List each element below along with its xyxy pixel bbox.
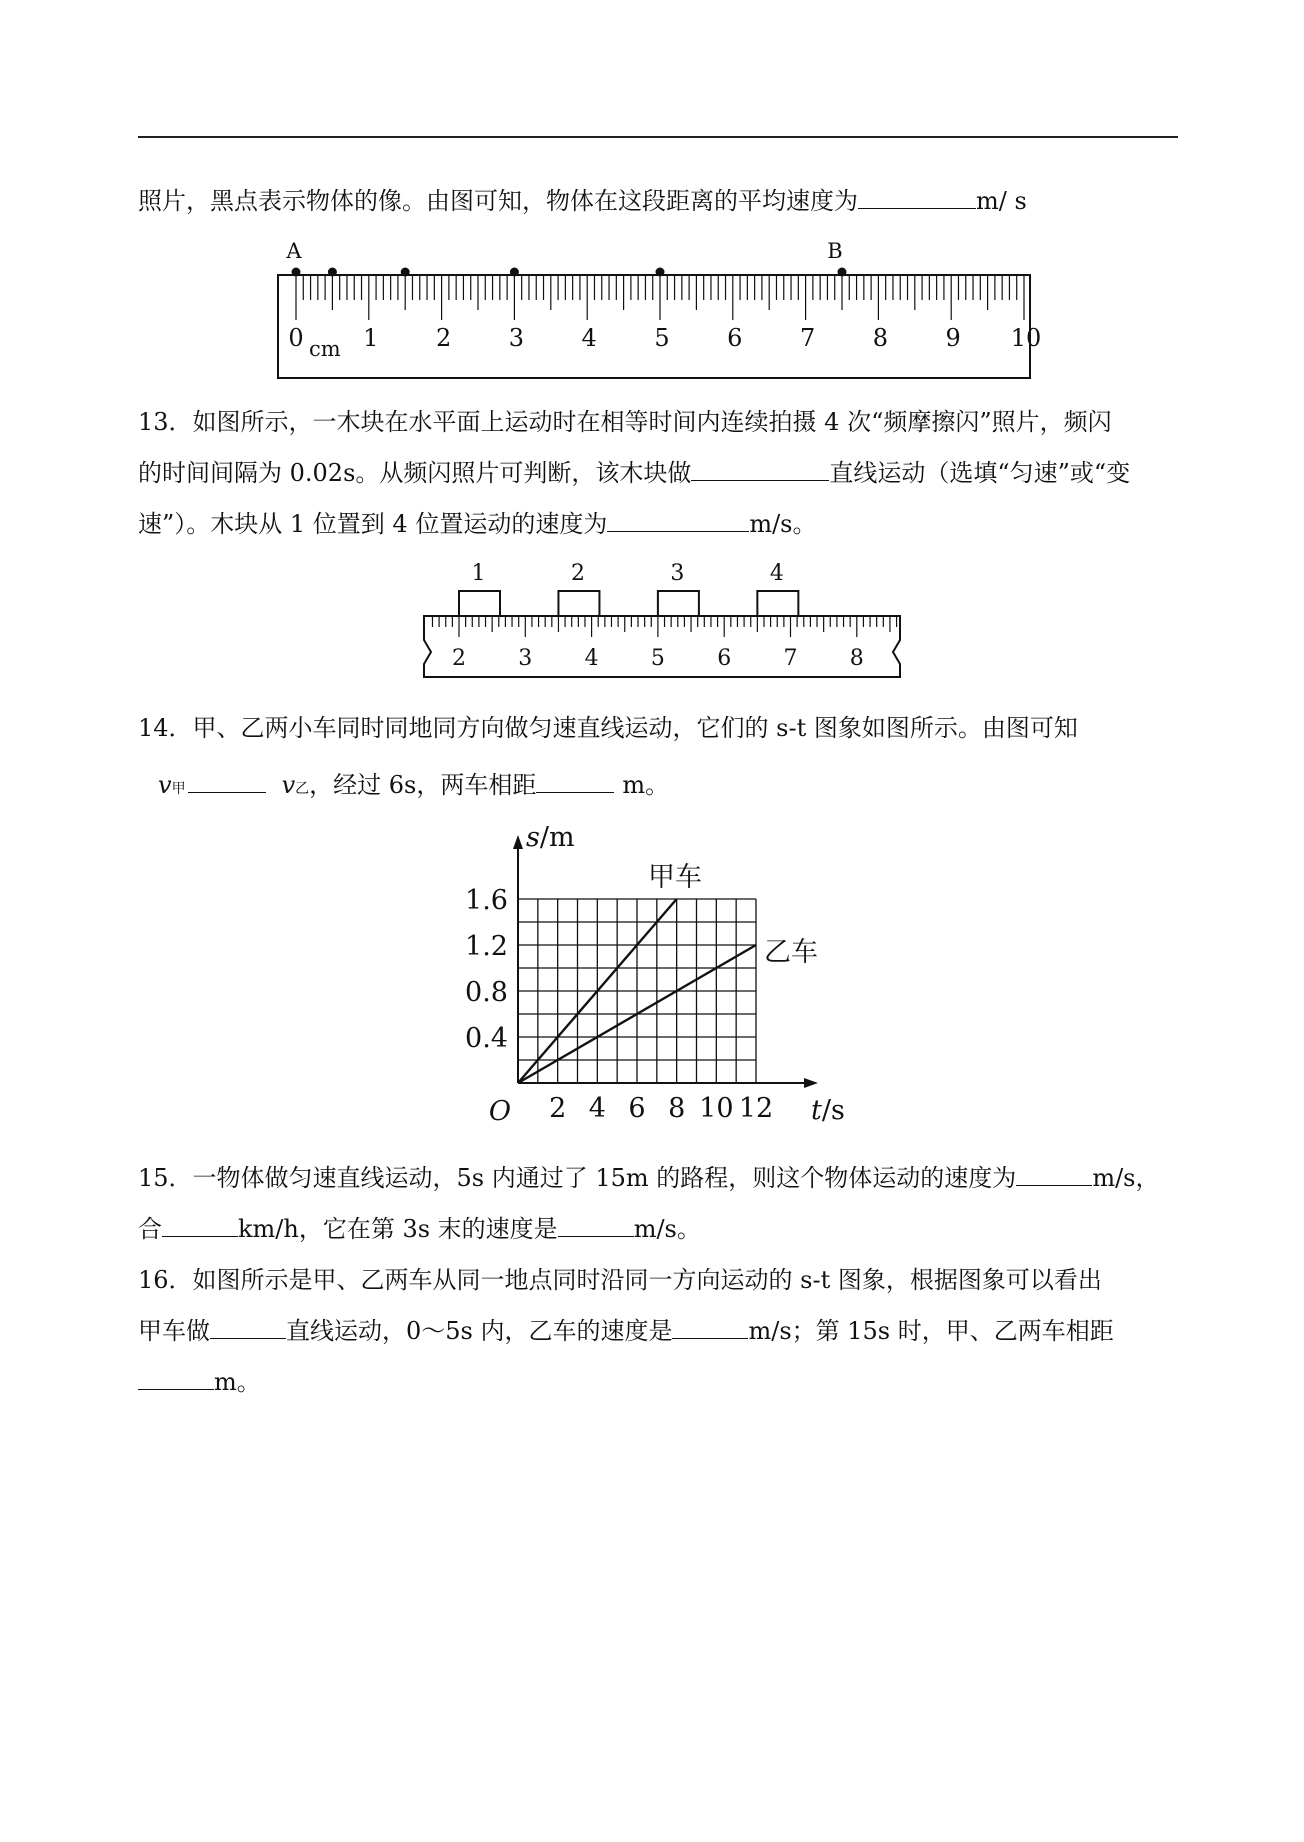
ruler1-tick-label: 10 bbox=[1010, 324, 1042, 352]
ruler1-tick-label: 3 bbox=[508, 324, 525, 352]
ruler1-tick-label: 5 bbox=[654, 324, 670, 352]
q16-line2a: 甲车做 bbox=[138, 1317, 210, 1345]
q15-line2b: km/h，它在第 3s 末的速度是 bbox=[238, 1215, 558, 1243]
ruler1-label-b: B bbox=[827, 239, 843, 263]
y-axis-label: s/m bbox=[526, 822, 575, 853]
q15-line1a: 15．一物体做匀速直线运动，5s 内通过了 15m 的路程，则这个物体运动的速度为 bbox=[138, 1164, 1017, 1192]
ruler2-tick-label: 3 bbox=[518, 646, 533, 671]
ruler2-tick-label: 6 bbox=[717, 646, 732, 671]
y-tick-label: 0.4 bbox=[465, 1023, 508, 1054]
q16-line3: m。 bbox=[214, 1368, 261, 1396]
x-axis-arrow bbox=[804, 1078, 818, 1088]
q14-v-yi-sub: 乙 bbox=[295, 781, 310, 797]
q12-line1: 照片，黑点表示物体的像。由图可知，物体在这段距离的平均速度为 bbox=[138, 187, 858, 215]
q14-v-jia-sub: 甲 bbox=[171, 781, 186, 797]
q15-line1b: m/s， bbox=[1092, 1164, 1160, 1192]
q15-answer-blank-3[interactable] bbox=[558, 1214, 634, 1237]
ruler2-block-label: 3 bbox=[670, 561, 685, 586]
q15-answer-blank-1[interactable] bbox=[1016, 1163, 1092, 1186]
ruler1-unit: cm bbox=[309, 337, 341, 361]
x-tick-label: 2 bbox=[549, 1093, 567, 1124]
series-label-yi: 乙车 bbox=[764, 937, 818, 968]
q15-line2a: 合 bbox=[138, 1215, 162, 1243]
ruler2-tick-label: 5 bbox=[650, 646, 665, 671]
x-tick-label: 6 bbox=[628, 1093, 646, 1124]
y-tick-label: 1.2 bbox=[465, 931, 508, 962]
q16-answer-blank-2[interactable] bbox=[672, 1316, 748, 1339]
ruler2-tick-label: 7 bbox=[783, 646, 798, 671]
series-label-jia: 甲车 bbox=[648, 862, 702, 893]
q13-line2a: 的时间间隔为 0.02s。从频闪照片可判断，该木块做 bbox=[138, 459, 692, 487]
q16-line2b: 直线运动，0～5s 内，乙车的速度是 bbox=[286, 1317, 673, 1345]
q15-line2c: m/s。 bbox=[633, 1215, 701, 1243]
ruler1-tick-label: 4 bbox=[581, 324, 597, 352]
ruler1-tick-label: 2 bbox=[435, 324, 452, 352]
y-tick-label: 1.6 bbox=[465, 885, 508, 916]
q13-line2b: 直线运动（选填“匀速”或“变 bbox=[829, 459, 1131, 487]
ruler1-tick-label: 0 bbox=[288, 324, 304, 352]
ruler1-tick-label: 8 bbox=[872, 324, 889, 352]
x-tick-label: 10 bbox=[699, 1093, 734, 1124]
q16-line3 bbox=[138, 1367, 261, 1397]
y-tick-label: 0.8 bbox=[465, 977, 508, 1008]
q16-answer-blank-1[interactable] bbox=[210, 1316, 286, 1339]
q12-unit: m/ s bbox=[976, 187, 1027, 215]
y-axis-arrow bbox=[513, 835, 523, 849]
q16-line2c: m/s；第 15s 时，甲、乙两车相距 bbox=[748, 1317, 1114, 1345]
ruler1-tick-label: 7 bbox=[799, 324, 816, 352]
q16-line2 bbox=[138, 1316, 1114, 1346]
ruler2-tick-label: 8 bbox=[849, 646, 864, 671]
q14-line2b: ，经过 6s，两车相距 bbox=[309, 771, 537, 799]
ruler1-tick-label: 9 bbox=[945, 324, 961, 352]
q16-answer-blank-3[interactable] bbox=[138, 1367, 214, 1390]
ruler1-tick-label: 6 bbox=[727, 324, 743, 352]
q14-line1: 14．甲、乙两小车同时同地同方向做匀速直线运动，它们的 s-t 图象如图所示。由图可知 bbox=[138, 714, 1078, 742]
ruler2-tick-label: 2 bbox=[452, 646, 466, 671]
x-tick-label: 8 bbox=[668, 1093, 686, 1124]
x-axis-label: t/s bbox=[811, 1095, 845, 1126]
q14-v-yi: v bbox=[281, 771, 296, 799]
x-tick-label: 12 bbox=[738, 1093, 774, 1124]
ruler2-block-label: 1 bbox=[471, 561, 486, 586]
ruler2-block-label: 2 bbox=[570, 561, 585, 586]
ruler2-tick-label: 4 bbox=[584, 646, 599, 671]
q16-line1: 16．如图所示是甲、乙两车从同一地点同时沿同一方向运动的 s-t 图象，根据图象可以看出 bbox=[138, 1266, 1102, 1294]
q14-line2c: m。 bbox=[622, 771, 670, 799]
q15-line2 bbox=[138, 1214, 701, 1244]
chart-grid bbox=[518, 899, 756, 1083]
q14-v-jia: v bbox=[158, 771, 172, 799]
ruler2-block-label: 4 bbox=[769, 561, 784, 586]
x-tick-label: 4 bbox=[588, 1093, 606, 1124]
origin-label: O bbox=[488, 1096, 512, 1127]
ruler1-tick-label: 1 bbox=[363, 324, 379, 352]
q15-answer-blank-2[interactable] bbox=[162, 1214, 238, 1237]
ruler1-label-a: A bbox=[286, 239, 302, 263]
q13-line3a: 速”）。木块从 1 位置到 4 位置运动的速度为 bbox=[138, 510, 608, 538]
q13-line3b: m/s。 bbox=[749, 510, 817, 538]
q13-line1: 13．如图所示，一木块在水平面上运动时在相等时间内连续拍摄 4 次“频摩擦闪”照片，频闪 bbox=[138, 408, 1112, 436]
q15-line1 bbox=[138, 1163, 1159, 1193]
